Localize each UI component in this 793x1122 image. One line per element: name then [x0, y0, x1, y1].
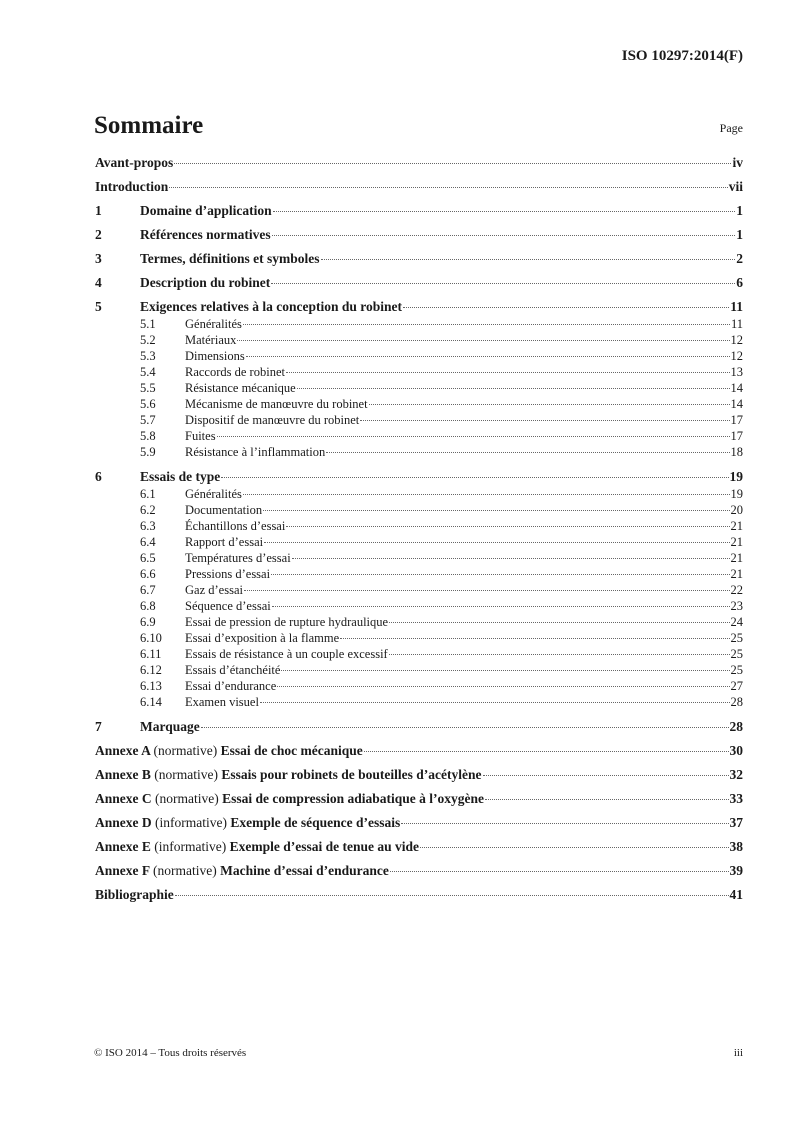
entry-page: iv: [732, 155, 743, 170]
entry-title: [185, 519, 285, 534]
entry-title-text: Exemple d’essai de tenue au vide: [229, 839, 420, 854]
entry-title: [185, 333, 236, 348]
section-number: 6.5: [140, 551, 156, 565]
entry-page: 37: [729, 815, 743, 830]
dot-leader: [403, 307, 729, 308]
entry-title: [95, 179, 168, 195]
entry-title-text: Essai d’exposition à la flamme: [185, 631, 340, 645]
entry-page: 11: [730, 299, 743, 314]
entry-title: [185, 631, 339, 646]
entry-title: [185, 695, 259, 710]
entry-title: [185, 679, 276, 694]
annex-label: Annexe E: [95, 839, 151, 854]
entry-title: [95, 815, 400, 831]
entry-page: 19: [729, 469, 743, 484]
toc-entry[interactable]: [95, 179, 743, 203]
toc-entry[interactable]: [95, 413, 743, 429]
dot-leader: [273, 211, 736, 212]
toc-entry[interactable]: [95, 503, 743, 519]
dot-leader: [264, 542, 729, 543]
entry-page: 14: [730, 381, 743, 395]
toc-entry[interactable]: [95, 647, 743, 663]
entry-page: 20: [730, 503, 743, 517]
dot-leader: [260, 702, 730, 703]
entry-title-text: Séquence d’essai: [185, 599, 271, 613]
entry-title: [140, 203, 272, 219]
entry-title: [185, 551, 291, 566]
entry-title-text: Avant-propos: [95, 155, 174, 170]
page-number: iii: [733, 1047, 743, 1059]
annex-label: Annexe B: [95, 767, 151, 782]
entry-title-text: Pressions d’essai: [185, 567, 271, 581]
dot-leader: [364, 751, 729, 752]
dot-leader: [175, 895, 729, 896]
entry-title: [140, 275, 270, 291]
entry-title: [140, 299, 402, 315]
entry-title: [185, 599, 271, 614]
dot-leader: [201, 727, 729, 728]
toc-entry[interactable]: [95, 365, 743, 381]
section-number: 6.13: [140, 679, 162, 693]
entry-title-text: Dimensions: [185, 349, 245, 363]
toc-entry[interactable]: [95, 887, 743, 911]
dot-leader: [340, 638, 729, 639]
dot-leader: [271, 574, 729, 575]
entry-title: [95, 887, 174, 903]
entry-title-text: Dispositif de manœuvre du robinet: [185, 413, 360, 427]
toc-entry[interactable]: [95, 663, 743, 679]
section-number: 5.6: [140, 397, 156, 411]
entry-page: vii: [728, 179, 743, 194]
dot-leader: [326, 452, 729, 453]
entry-title: [185, 615, 388, 630]
dot-leader: [420, 847, 728, 848]
toc-entry[interactable]: [95, 551, 743, 567]
entry-title-text: Essais de résistance à un couple excessif: [185, 647, 388, 661]
entry-title-text: Machine d’essai d’endurance: [220, 863, 389, 878]
toc-entry[interactable]: [95, 695, 743, 711]
toc-entry[interactable]: [95, 487, 743, 503]
annex-type: (normative): [154, 767, 218, 782]
toc-entry[interactable]: [95, 615, 743, 631]
annex-label: Annexe F: [95, 863, 150, 878]
entry-title-text: Documentation: [185, 503, 263, 517]
dot-leader: [321, 259, 736, 260]
entry-title-text: Examen visuel: [185, 695, 259, 709]
toc-entry[interactable]: [95, 631, 743, 647]
section-number: 6.14: [140, 695, 162, 709]
section-number: 6.12: [140, 663, 162, 677]
section-number: 6.2: [140, 503, 156, 517]
entry-title-text: Termes, définitions et symboles: [140, 251, 320, 266]
entry-title-text: Exemple de séquence d’essais: [230, 815, 401, 830]
entry-title: [95, 839, 419, 855]
entry-page: 38: [729, 839, 743, 854]
entry-title: [95, 791, 484, 807]
toc-entry[interactable]: [95, 203, 743, 227]
page-column-label: Page: [719, 121, 743, 135]
toc-entry[interactable]: [95, 429, 743, 445]
toc-entry[interactable]: [95, 679, 743, 695]
entry-title-text: Matériaux: [185, 333, 237, 347]
toc-entry[interactable]: [95, 863, 743, 887]
annex-type: (informative): [155, 815, 227, 830]
toc-entry[interactable]: [95, 599, 743, 615]
entry-title-text: Essais de type: [140, 469, 221, 484]
entry-title-text: Domaine d’application: [140, 203, 272, 218]
dot-leader: [237, 340, 729, 341]
entry-title-text: Essai de pression de rupture hydraulique: [185, 615, 389, 629]
entry-title-text: Description du robinet: [140, 275, 271, 290]
toc-entry[interactable]: [95, 381, 743, 397]
section-number: 6.7: [140, 583, 156, 597]
entry-page: 21: [730, 519, 743, 533]
entry-page: 28: [730, 695, 743, 709]
entry-title: [185, 445, 325, 460]
entry-title: [95, 155, 173, 171]
entry-title: [185, 381, 296, 396]
section-number: 3: [95, 251, 102, 266]
toc-entry[interactable]: [95, 583, 743, 599]
toc-entry[interactable]: [95, 535, 743, 551]
entry-title: [185, 567, 270, 582]
entry-page: 27: [730, 679, 743, 693]
toc-entry[interactable]: [95, 815, 743, 839]
entry-title: [140, 719, 200, 735]
entry-title-text: Mécanisme de manœuvre du robinet: [185, 397, 368, 411]
dot-leader: [271, 283, 735, 284]
toc-entry[interactable]: [95, 227, 743, 251]
entry-title-text: Généralités: [185, 487, 242, 501]
entry-title-text: Essais d’étanchéité: [185, 663, 281, 677]
dot-leader: [286, 372, 730, 373]
entry-title: [185, 663, 280, 678]
entry-title-text: Introduction: [95, 179, 169, 194]
entry-title-text: Essai d’endurance: [185, 679, 277, 693]
section-number: 6.11: [140, 647, 162, 661]
entry-title-text: Gaz d’essai: [185, 583, 243, 597]
entry-title-text: Bibliographie: [95, 887, 174, 902]
section-number: 4: [95, 275, 102, 290]
dot-leader: [277, 686, 729, 687]
annex-type: (normative): [153, 863, 217, 878]
dot-leader: [389, 654, 730, 655]
toc-entry[interactable]: [95, 333, 743, 349]
entry-page: 30: [729, 743, 743, 758]
toc-entry[interactable]: [95, 155, 743, 179]
section-number: 6.8: [140, 599, 156, 613]
toc-entry[interactable]: [95, 275, 743, 299]
entry-page: 25: [730, 631, 743, 645]
dot-leader: [272, 606, 730, 607]
dot-leader: [401, 823, 728, 824]
entry-title: [185, 535, 263, 550]
dot-leader: [169, 187, 727, 188]
entry-title: [185, 647, 388, 662]
section-number: 2: [95, 227, 102, 242]
section-number: 5.4: [140, 365, 156, 379]
annex-label: Annexe A: [95, 743, 151, 758]
entry-title-text: Températures d’essai: [185, 551, 291, 565]
section-number: 1: [95, 203, 102, 218]
entry-page: 19: [730, 487, 743, 501]
entry-title-text: Exigences relatives à la conception du robinet: [140, 299, 402, 314]
entry-page: 14: [730, 397, 743, 411]
section-number: 6.1: [140, 487, 156, 501]
entry-page: 17: [730, 413, 743, 427]
section-number: 6.9: [140, 615, 156, 629]
toc-entry[interactable]: [95, 839, 743, 863]
entry-page: 11: [730, 317, 743, 331]
entry-page: 6: [736, 275, 743, 290]
entry-page: 17: [730, 429, 743, 443]
dot-leader: [297, 388, 730, 389]
annex-type: (normative): [153, 743, 218, 758]
section-number: 6: [95, 469, 102, 484]
entry-page: 21: [730, 567, 743, 581]
entry-title: [185, 487, 242, 502]
entry-title-text: Essai de choc mécanique: [220, 743, 363, 758]
toc-entry[interactable]: [95, 719, 743, 743]
entry-title-text: Rapport d’essai: [185, 535, 264, 549]
page-title: Sommaire: [94, 112, 204, 139]
toc-entry[interactable]: [95, 317, 743, 333]
section-number: 6.10: [140, 631, 162, 645]
entry-title: [185, 397, 368, 412]
dot-leader: [243, 324, 730, 325]
section-number: 5.3: [140, 349, 156, 363]
entry-page: 25: [730, 647, 743, 661]
entry-title: [140, 227, 271, 243]
entry-page: 33: [729, 791, 743, 806]
entry-title-text: Fuites: [185, 429, 216, 443]
entry-page: 39: [729, 863, 743, 878]
entry-page: 1: [736, 203, 743, 218]
annex-type: (normative): [155, 791, 219, 806]
entry-page: 2: [736, 251, 743, 266]
entry-page: 1: [736, 227, 743, 242]
copyright-footer: © ISO 2014 – Tous droits réservés: [94, 1047, 247, 1059]
entry-title: [185, 365, 285, 380]
annex-label: Annexe C: [95, 791, 152, 806]
entry-page: 21: [730, 551, 743, 565]
entry-title-text: Généralités: [185, 317, 242, 331]
dot-leader: [286, 526, 729, 527]
section-number: 5.1: [140, 317, 156, 331]
dot-leader: [281, 670, 729, 671]
toc-entry[interactable]: [95, 767, 743, 791]
annex-label: Annexe D: [95, 815, 152, 830]
dot-leader: [217, 436, 730, 437]
entry-title: [95, 863, 389, 879]
toc-entry[interactable]: [95, 791, 743, 815]
toc-entry[interactable]: [95, 445, 743, 461]
entry-title-text: Références normatives: [140, 227, 271, 242]
toc-entry[interactable]: [95, 397, 743, 413]
entry-page: 22: [730, 583, 743, 597]
entry-title-text: Raccords de robinet: [185, 365, 285, 379]
entry-page: 25: [730, 663, 743, 677]
section-number: 6.4: [140, 535, 156, 549]
dot-leader: [389, 622, 729, 623]
section-number: 5: [95, 299, 102, 314]
section-number: 7: [95, 719, 102, 734]
entry-title: [185, 503, 262, 518]
entry-title: [95, 767, 482, 783]
dot-leader: [272, 235, 736, 236]
dot-leader: [221, 477, 728, 478]
entry-title: [140, 251, 320, 267]
section-number: 5.5: [140, 381, 156, 395]
section-number: 5.8: [140, 429, 156, 443]
dot-leader: [243, 494, 730, 495]
entry-page: 28: [729, 719, 743, 734]
entry-title-text: Résistance à l’inflammation: [185, 445, 326, 459]
entry-page: 24: [730, 615, 743, 629]
dot-leader: [390, 871, 729, 872]
dot-leader: [483, 775, 729, 776]
entry-title: [185, 413, 359, 428]
entry-page: 32: [729, 767, 743, 782]
entry-title: [95, 743, 363, 759]
toc-entry[interactable]: [95, 519, 743, 535]
entry-page: 41: [729, 887, 743, 902]
dot-leader: [246, 356, 730, 357]
dot-leader: [244, 590, 730, 591]
section-number: 5.9: [140, 445, 156, 459]
dot-leader: [292, 558, 730, 559]
annex-type: (informative): [154, 839, 227, 854]
entry-title: [185, 317, 242, 332]
entry-title-text: Résistance mécanique: [185, 381, 296, 395]
entry-page: 18: [730, 445, 743, 459]
entry-page: 12: [730, 333, 743, 347]
entry-title: [185, 583, 243, 598]
entry-title: [185, 429, 216, 444]
section-number: 6.6: [140, 567, 156, 581]
entry-title-text: Marquage: [140, 719, 200, 734]
entry-page: 21: [730, 535, 743, 549]
dot-leader: [174, 163, 731, 164]
dot-leader: [369, 404, 730, 405]
entry-title: [140, 469, 220, 485]
section-number: 6.3: [140, 519, 156, 533]
entry-title: [185, 349, 245, 364]
section-number: 5.7: [140, 413, 156, 427]
dot-leader: [263, 510, 729, 511]
entry-title-text: Échantillons d’essai: [185, 519, 286, 533]
document-id: ISO 10297:2014(F): [621, 48, 743, 64]
section-number: 5.2: [140, 333, 156, 347]
entry-page: 12: [730, 349, 743, 363]
dot-leader: [360, 420, 729, 421]
entry-title-text: Essai de compression adiabatique à l’oxygène: [222, 791, 485, 806]
entry-page: 23: [730, 599, 743, 613]
table-of-contents: [95, 155, 743, 911]
entry-title-text: Essais pour robinets de bouteilles d’acétylène: [221, 767, 482, 782]
toc-entry[interactable]: [95, 349, 743, 365]
toc-entry[interactable]: [95, 567, 743, 583]
entry-page: 13: [730, 365, 743, 379]
toc-entry[interactable]: [95, 743, 743, 767]
toc-entry[interactable]: [95, 251, 743, 275]
dot-leader: [485, 799, 728, 800]
